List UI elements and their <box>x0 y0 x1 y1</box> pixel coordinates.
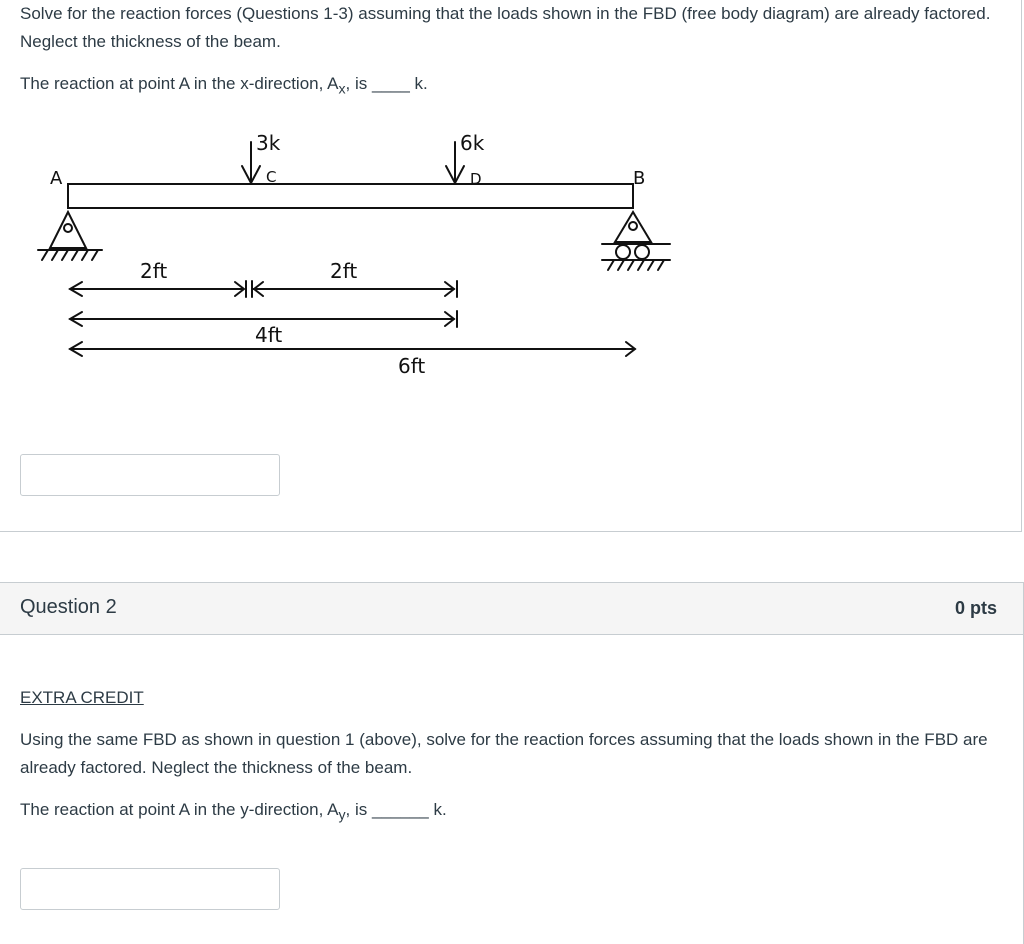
load-c-magnitude: 3k <box>256 131 281 155</box>
question-2-answer-input[interactable] <box>20 868 280 910</box>
prompt-1-pre: The reaction at point A in the x-direction, A <box>20 74 339 93</box>
prompt-1-blank: ____ <box>372 74 410 93</box>
question-2-header <box>0 583 1023 635</box>
question-2-title: Question 2 <box>20 596 117 618</box>
dim-ad-label: 4ft <box>255 323 283 347</box>
question-1-answer-input[interactable] <box>20 454 280 496</box>
question-2-prompt <box>20 796 447 829</box>
prompt-1-mid: , is <box>345 74 372 93</box>
dimension-ac <box>70 281 246 297</box>
question-1-prompt <box>20 70 428 103</box>
prompt-2-post: k. <box>428 800 447 819</box>
dimension-ab <box>70 342 635 356</box>
question-1-instruction: Solve for the reaction forces (Questions 1-3) assuming that the loads shown in the FBD (free body diagram) are already factored. Neglect the thickness of the beam. <box>20 4 991 51</box>
prompt-2-pre: The reaction at point A in the y-direction, A <box>20 800 339 819</box>
roller-support-b <box>602 212 670 270</box>
beam <box>68 184 633 208</box>
dim-ab-label: 6ft <box>398 354 426 378</box>
label-a: A <box>50 168 63 189</box>
question-2-panel <box>0 582 1024 944</box>
label-b: B <box>633 168 646 189</box>
question-2-instruction: Using the same FBD as shown in question 1 (above), solve for the reaction forces assuming that the loads shown in the FBD are already factored. Neglect the thickness of the beam. <box>20 730 988 777</box>
dim-cd-label: 2ft <box>330 259 358 283</box>
prompt-1-post: k. <box>409 74 428 93</box>
prompt-2-blank: ______ <box>372 800 429 819</box>
load-d-point: D <box>470 170 482 188</box>
extra-credit-heading: EXTRA CREDIT <box>20 688 144 707</box>
prompt-2-mid: , is <box>345 800 372 819</box>
dimension-cd <box>252 281 457 297</box>
question-2-points: 0 pts <box>954 598 997 618</box>
load-d-magnitude: 6k <box>460 131 485 155</box>
load-c-point: C <box>266 168 277 186</box>
prompt-2-sub: y <box>338 807 346 824</box>
dim-ac-label: 2ft <box>140 259 168 283</box>
pin-support-a <box>38 212 102 260</box>
fbd-diagram <box>30 120 690 390</box>
prompt-1-sub: x <box>338 81 346 98</box>
